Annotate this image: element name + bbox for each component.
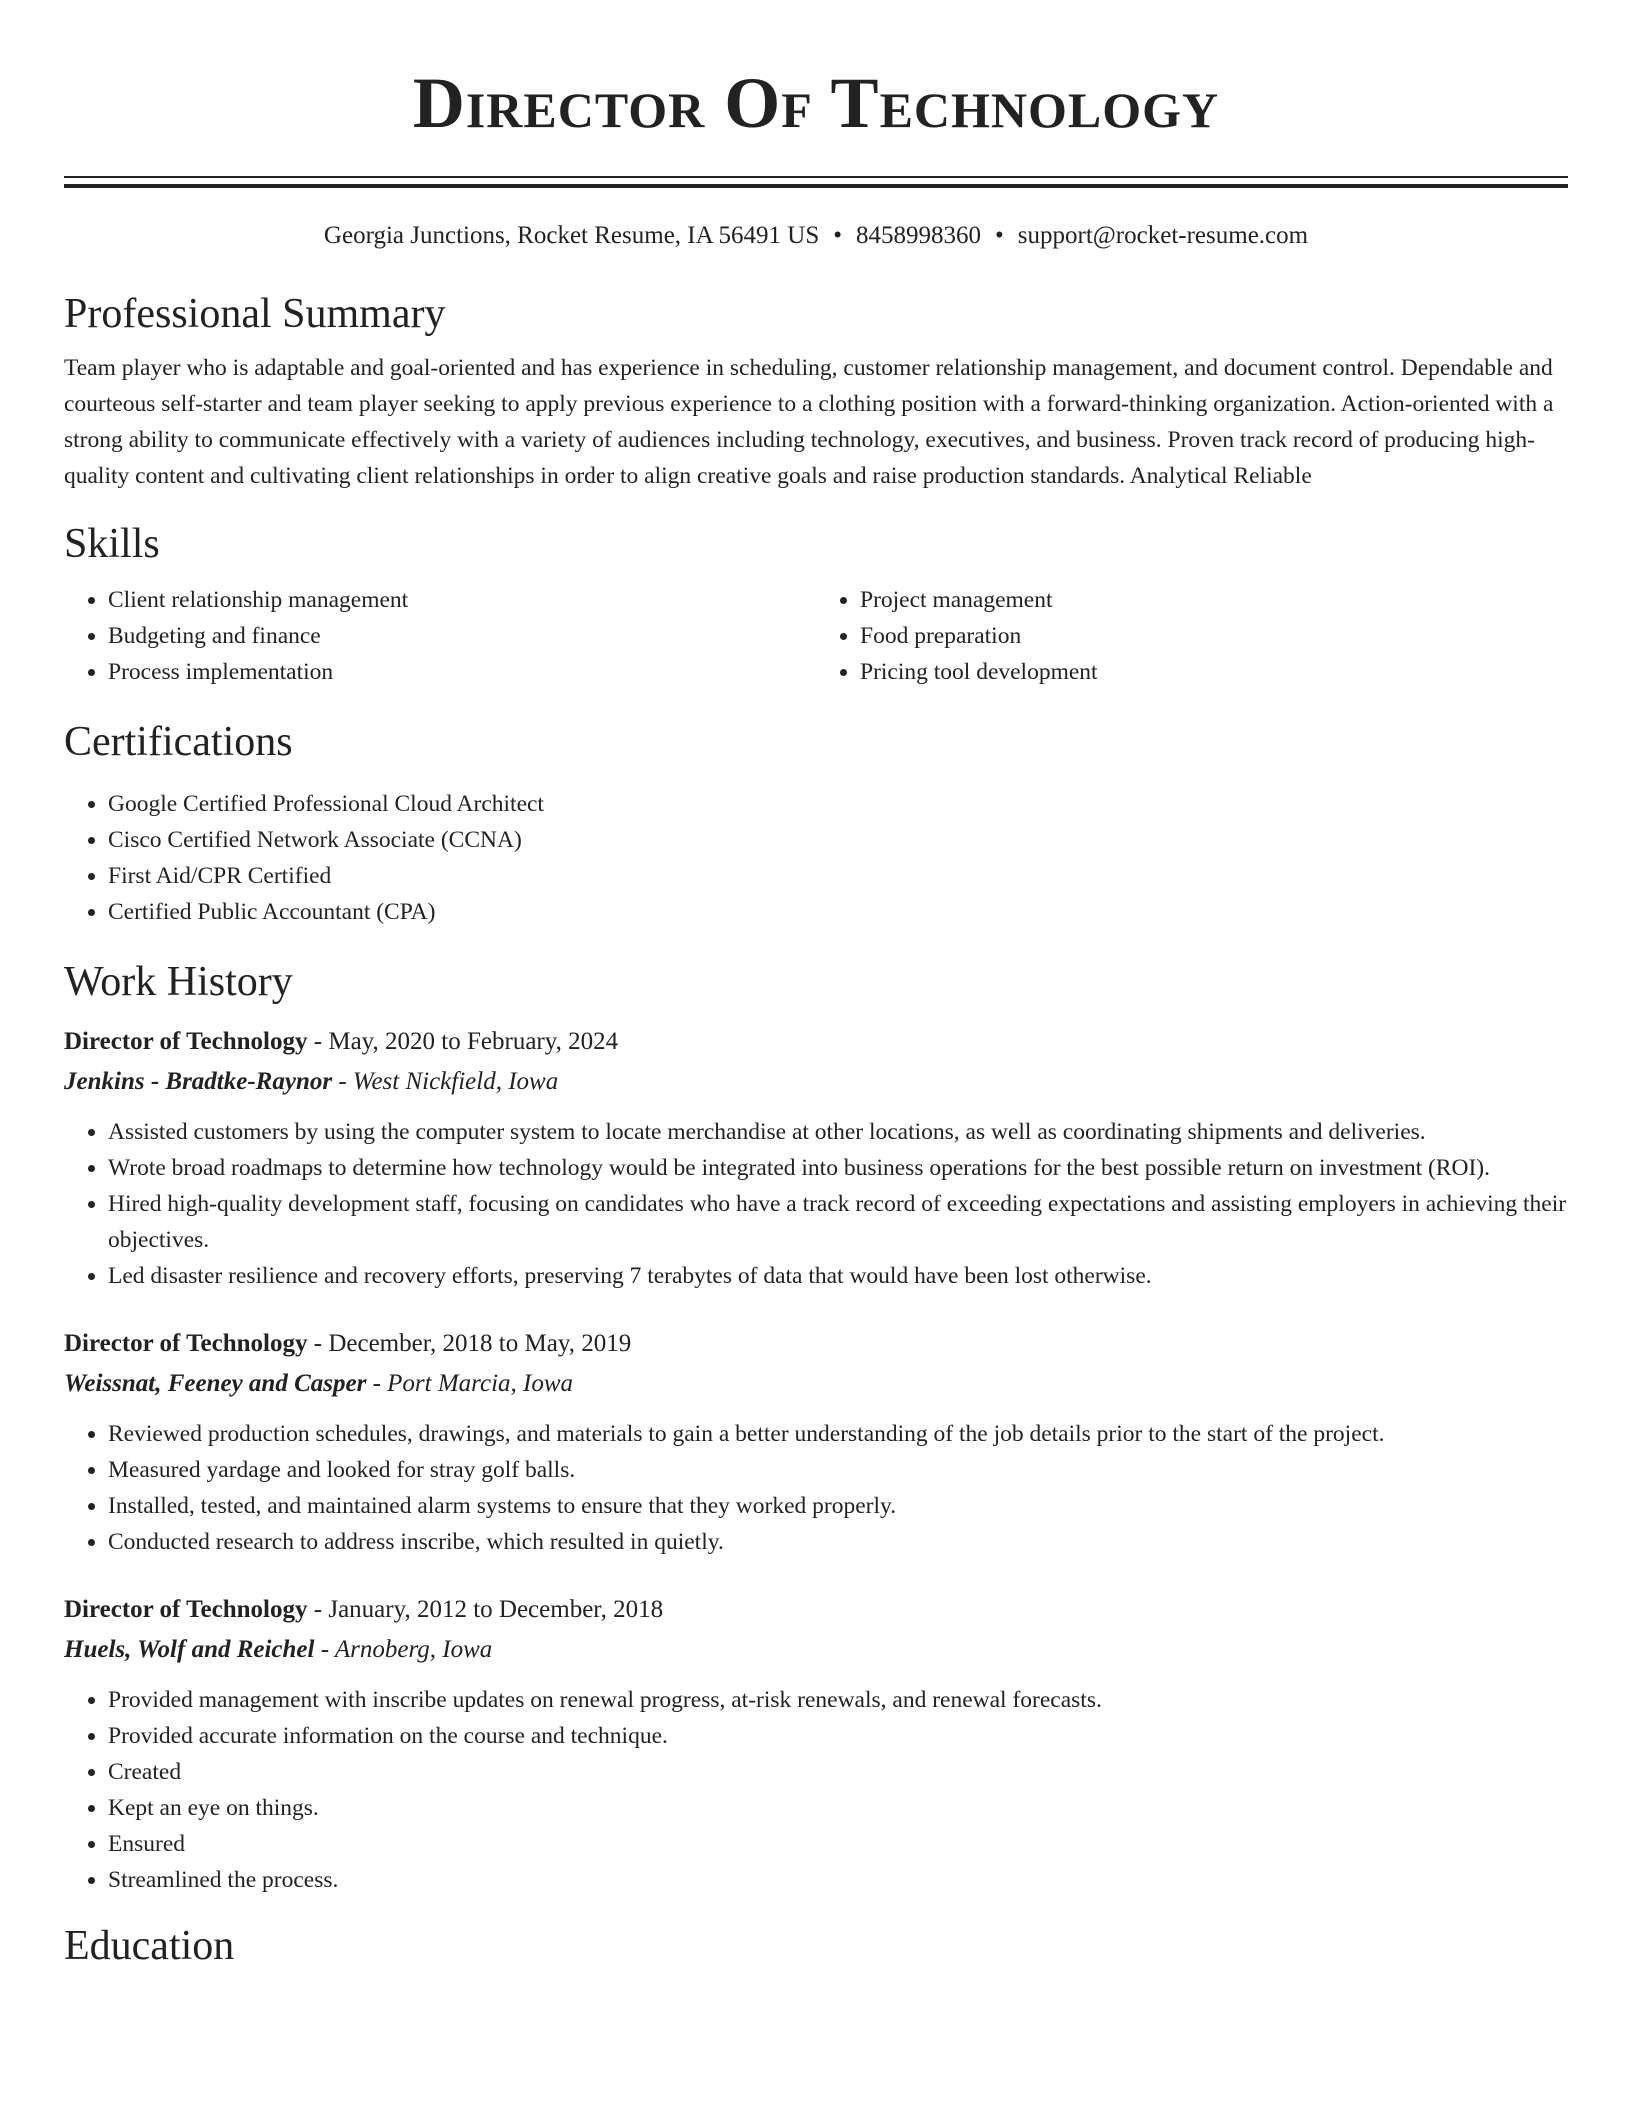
job-location: - Arnoberg, Iowa	[314, 1636, 493, 1663]
job-bullets	[64, 1114, 1568, 1294]
header-divider-thin	[64, 176, 1568, 178]
job-header	[64, 1324, 1568, 1364]
contact-address: Georgia Junctions, Rocket Resume, IA 56491 US	[323, 222, 820, 249]
skills-columns	[64, 582, 1568, 690]
certification-item: • Certified Public Accountant (CPA)	[108, 894, 1568, 930]
job-dates: - January, 2012 to December, 2018	[307, 1596, 664, 1623]
skills-list-left	[64, 582, 816, 690]
job-company-line	[64, 1364, 1568, 1404]
skill-item: • Food preparation	[860, 618, 1568, 654]
job-bullet: • Installed, tested, and maintained alarm systems to ensure that they worked properly.	[108, 1488, 1568, 1524]
job-bullet: • Measured yardage and looked for stray golf balls.	[108, 1452, 1568, 1488]
section-title-summary: Professional Summary	[64, 291, 446, 337]
section-title-work-history: Work History	[64, 959, 293, 1005]
skill-item: • Project management	[860, 582, 1568, 618]
header-divider-thick	[64, 184, 1568, 188]
certifications-list	[64, 786, 1568, 930]
job-entry	[64, 1022, 1568, 1294]
certification-item: • Cisco Certified Network Associate (CCNA)	[108, 822, 1568, 858]
job-title: Director of Technology	[64, 1330, 308, 1357]
job-bullets	[64, 1682, 1568, 1898]
skill-item: • Client relationship management	[108, 582, 816, 618]
job-title: Director of Technology	[64, 1028, 308, 1055]
job-location: - Port Marcia, Iowa	[366, 1370, 574, 1397]
job-bullet: • Wrote broad roadmaps to determine how technology would be integrated into business operations for the best possible return on investment (ROI).	[108, 1150, 1568, 1186]
job-bullets	[64, 1416, 1568, 1560]
job-bullet: • Kept an eye on things.	[108, 1790, 1568, 1826]
job-company-line	[64, 1062, 1568, 1102]
job-bullet: • Created	[108, 1754, 1568, 1790]
skill-item: • Pricing tool development	[860, 654, 1568, 690]
job-bullet: • Led disaster resilience and recovery efforts, preserving 7 terabytes of data that would have been lost otherwise.	[108, 1258, 1568, 1294]
contact-email: support@rocket-resume.com	[1017, 222, 1309, 249]
job-title: Director of Technology	[64, 1596, 308, 1623]
contact-separator: •	[995, 222, 1004, 249]
job-company: Jenkins - Bradtke-Raynor	[64, 1068, 333, 1095]
skill-item: • Process implementation	[108, 654, 816, 690]
job-entry	[64, 1590, 1568, 1898]
job-dates: - December, 2018 to May, 2019	[307, 1330, 632, 1357]
skills-list-right	[816, 582, 1568, 690]
section-title-skills: Skills	[64, 521, 160, 567]
job-bullet: • Hired high-quality development staff, focusing on candidates who have a track record of exceeding expectations and assisting employers in achieving their objectives.	[108, 1186, 1568, 1258]
job-bullet: • Provided management with inscribe updates on renewal progress, at-risk renewals, and renewal forecasts.	[108, 1682, 1568, 1718]
job-bullet: • Streamlined the process.	[108, 1862, 1568, 1898]
job-company: Weissnat, Feeney and Casper	[64, 1370, 367, 1397]
job-company-line	[64, 1630, 1568, 1670]
section-title-certifications: Certifications	[64, 719, 293, 765]
job-bullet: • Ensured	[108, 1826, 1568, 1862]
contact-line	[64, 218, 1568, 254]
summary-text: Team player who is adaptable and goal-oriented and has experience in scheduling, customer relationship management, and document control. Dependable and courteous self-starter and team player seeking to apply previous experience to a clothing position with a forward-thinking organization. Action-oriented with a strong ability to communicate effectively with a variety of audiences including technology, executives, and business. Proven track record of producing high-quality content and cultivating client relationships in order to align creative goals and raise production standards. Analytical Reliable	[64, 355, 1554, 489]
job-bullet: • Reviewed production schedules, drawings, and materials to gain a better understanding of the job details prior to the start of the project.	[108, 1416, 1568, 1452]
certification-item: • Google Certified Professional Cloud Architect	[108, 786, 1568, 822]
job-bullet: • Provided accurate information on the course and technique.	[108, 1718, 1568, 1754]
job-dates: - May, 2020 to February, 2024	[307, 1028, 619, 1055]
job-company: Huels, Wolf and Reichel	[64, 1636, 315, 1663]
certification-item: • First Aid/CPR Certified	[108, 858, 1568, 894]
job-location: - West Nickfield, Iowa	[332, 1068, 559, 1095]
job-bullet: • Assisted customers by using the computer system to locate merchandise at other locations, as well as coordinating shipments and deliveries.	[108, 1114, 1568, 1150]
contact-phone: 8458998360	[856, 222, 982, 249]
job-header	[64, 1022, 1568, 1062]
job-entry	[64, 1324, 1568, 1560]
contact-separator: •	[833, 222, 843, 249]
resume-name: Director Of Technology	[412, 63, 1220, 143]
job-header	[64, 1590, 1568, 1630]
section-title-education: Education	[64, 1923, 235, 1969]
skill-item: • Budgeting and finance	[108, 618, 816, 654]
job-bullet: • Conducted research to address inscribe, which resulted in quietly.	[108, 1524, 1568, 1560]
